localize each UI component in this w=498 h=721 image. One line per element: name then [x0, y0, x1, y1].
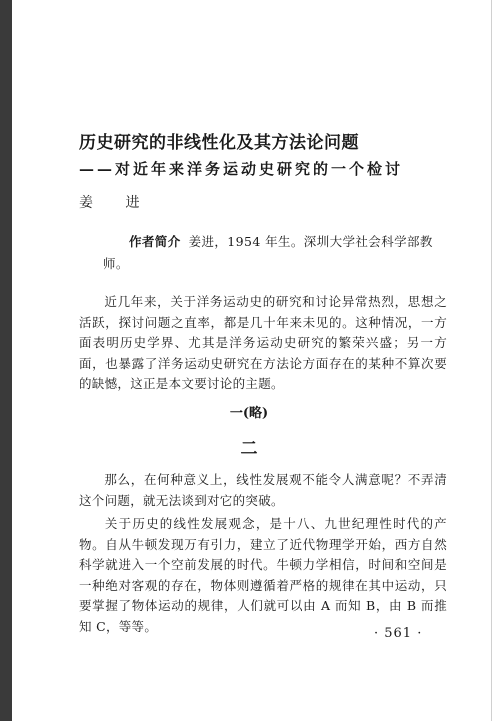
- section-two-heading: 二: [240, 439, 258, 459]
- body-paragraph-2: [79, 470, 447, 511]
- scan-left-edge: [0, 0, 12, 721]
- body-paragraph-3: [79, 514, 447, 637]
- article-subtitle: ——对近年来洋务运动史研究的一个检讨: [79, 160, 404, 178]
- author-intro-label: 作者简介: [129, 234, 181, 249]
- article-title: 历史研究的非线性化及其方法论问题: [79, 133, 359, 153]
- paragraph-3-text: 关于历史的线性发展观念，是十八、九世纪理性时代的产物。自从牛顿发现万有引力，建立了近代物理学开始，西方自然科学就进入一个空前发展的时代。牛顿力学相信，时间和空间是一种绝对客观的存在，物体则遵循着严格的规律在其中运动，只要掌握了物体运动的规律，人们就可以由 A 而知 B，由 B 而推知 C，等等。: [79, 516, 447, 634]
- paragraph-2-text: 那么，在何种意义上，线性发展观不能令人满意呢？不弄清这个问题，就无法谈到对它的突破。: [79, 472, 447, 508]
- paragraph-1-text: 近几年来，关于洋务运动史的研究和讨论异常热烈，思想之活跃，探讨问题之直率，都是几十年来未见的。这种情况，一方面表明历史学界、尤其是洋务运动史研究的繁荣兴盛；另一方面，也暴露了洋务运动史研究在方法论方面存在的某种不算次要的缺憾，这正是本文要讨论的主题。: [79, 294, 447, 391]
- author-intro: [103, 231, 451, 275]
- body-paragraph-1: [79, 292, 447, 395]
- author-intro-line1: 姜进，1954 年生。深圳大学社会科学部教: [188, 234, 433, 249]
- page-number: · 561 ·: [374, 626, 423, 641]
- section-one-heading: 一(略): [229, 406, 269, 421]
- article-author: 姜 进: [79, 195, 154, 211]
- author-intro-line2: 师。: [103, 256, 129, 271]
- scan-right-edge: [491, 0, 492, 721]
